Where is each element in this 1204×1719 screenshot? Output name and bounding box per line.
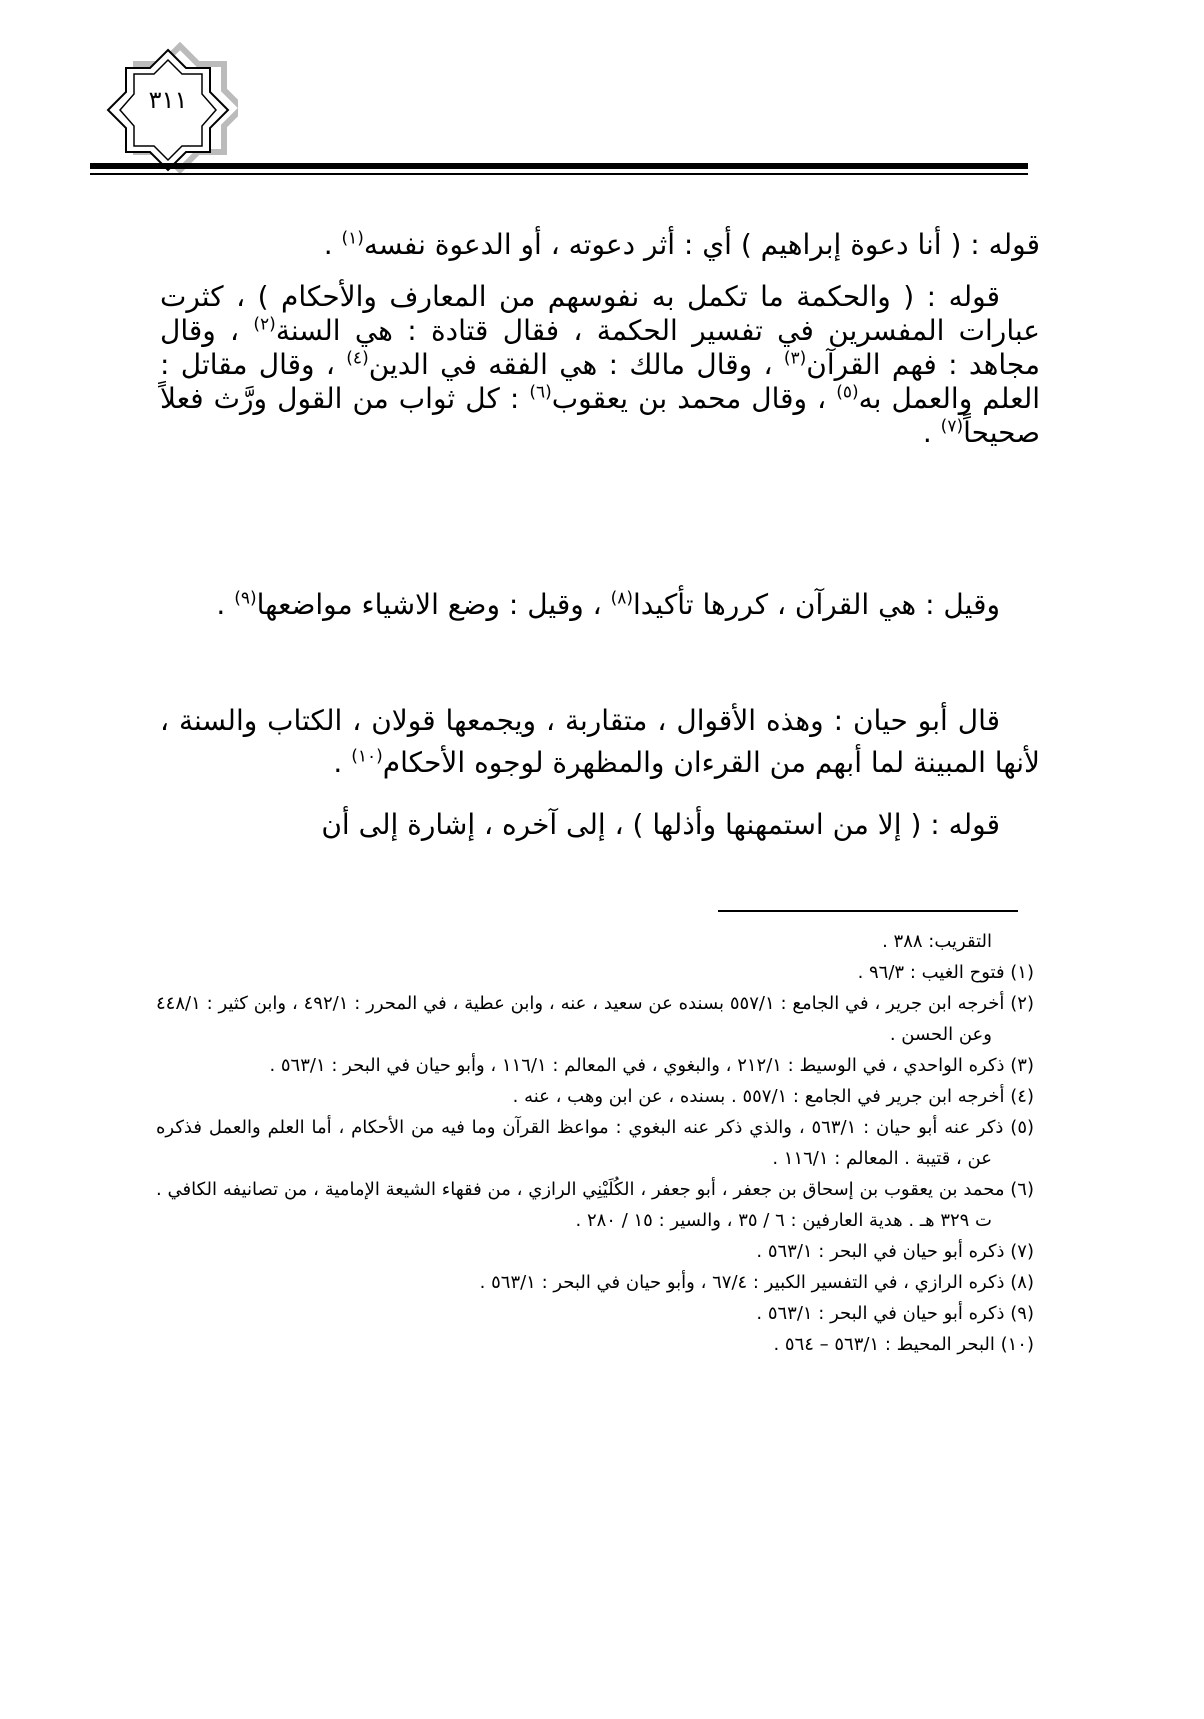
footnote-ref-10[interactable]: (١٠) (351, 746, 383, 767)
footnote-1: (١) فتوح الغيب : ٩٦/٣ . (857, 962, 1034, 983)
footnote-ref-1[interactable]: (١) (341, 228, 364, 249)
footnote-ref-3[interactable]: (٣) (783, 348, 807, 369)
footnote-ref-2[interactable]: (٢) (253, 314, 276, 335)
page-number: ٣١١ (148, 86, 188, 114)
paragraph-5: قوله : ( إلا من استمهنها وأذلها ) ، إلى آخره ، إشارة إلى أن (321, 808, 1000, 841)
footnote-6: (٦) محمد بن يعقوب بن إسحاق بن جعفر ، أبو جعفر ، الكُلَيْنِي الرازي ، من فقهاء الشيعة الإمامية ، من تصانيفه الكافي . ت ٣٢٩ هـ . هدية العارفين : ٦ / ٣٥ ، والسير : ١٥ / ٢٨٠ . (156, 1179, 1034, 1231)
footnote-9: (٩) ذكره أبو حيان في البحر : ٥٦٣/١ . (756, 1303, 1034, 1324)
footnote-10: (١٠) البحر المحيط : ٥٦٣/١ – ٥٦٤ . (773, 1334, 1034, 1355)
paragraph-3: وقيل : هي القرآن ، كررها تأكيدا$^{(٨)}$ ، وقيل : وضع الاشياء مواضعها$^{(٩)}$ . (216, 588, 1000, 621)
footnote-7: (٧) ذكره أبو حيان في البحر : ٥٦٣/١ . (756, 1241, 1034, 1262)
footnote-ref-6[interactable]: (٦) (529, 382, 552, 403)
footnotes (156, 926, 1034, 1360)
paragraph-4: قال أبو حيان : وهذه الأقوال ، متقاربة ، ويجمعها قولان ، الكتاب والسنة ، لأنها المبينة لما أبهم من القرءان والمظهرة لوجوه الأحكام$^{(١٠)}$ . (160, 704, 1040, 779)
header-rule-thick (90, 163, 1028, 169)
footnote-carryover: التقريب: ٣٨٨ . (882, 931, 992, 952)
footnote-ref-4[interactable]: (٤) (346, 348, 369, 369)
footnote-ref-5[interactable]: (٥) (836, 382, 859, 403)
footnote-ref-7[interactable]: (٧) (940, 416, 964, 437)
footnote-8: (٨) ذكره الرازي ، في التفسير الكبير : ٦٧/٤ ، وأبو حيان في البحر : ٥٦٣/١ . (479, 1272, 1034, 1293)
header-rule-thin (90, 173, 1028, 175)
footnote-ref-8[interactable]: (٨) (610, 588, 634, 609)
footnote-4: (٤) أخرجه ابن جرير في الجامع : ٥٥٧/١ . بسنده ، عن ابن وهب ، عنه . (512, 1086, 1034, 1107)
paragraph-1: قوله : ( أنا دعوة إبراهيم ) أي : أثر دعوته ، أو الدعوة نفسه$^{(١)}$ . (323, 228, 1040, 261)
footnote-5: (٥) ذكر عنه أبو حيان : ٥٦٣/١ ، والذي ذكر عنه البغوي : مواعظ القرآن وما فيه من الأحكام ، أما العلم والعمل فذكره عن ، قتيبة . المعالم : ١١٦/١ . (156, 1117, 1035, 1169)
footnote-3: (٣) ذكره الواحدي ، في الوسيط : ٢١٢/١ ، والبغوي ، في المعالم : ١١٦/١ ، وأبو حيان في البحر : ٥٦٣/١ . (269, 1055, 1034, 1076)
paragraph-2: قوله : ( والحكمة ما تكمل به نفوسهم من المعارف والأحكام ) ، كثرت عبارات المفسرين في تفسير الحكمة ، فقال قتادة : هي السنة$^{(٢)}$ ، وقال مجاهد : فهم القرآن$^{(٣)}$ ، وقال مالك : هي الفقه في الدين$^{(٤)}$ ، وقال مقاتل : العلم والعمل به$^{(٥)}$ ، وقال محمد بن يعقوب$^{(٦)}$ : كل ثواب من القول ورَّث فعلاً صحيحاً$^{(٧)}$ . (160, 280, 1041, 449)
footnote-separator (718, 910, 1018, 912)
footnote-ref-9[interactable]: (٩) (234, 588, 257, 609)
footnote-2: (٢) أخرجه ابن جرير ، في الجامع : ٥٥٧/١ بسنده عن سعيد ، عنه ، وابن عطية ، في المحرر : ٤٩٢/١ ، وابن كثير : ٤٤٨/١ وعن الحسن . (156, 993, 1034, 1045)
